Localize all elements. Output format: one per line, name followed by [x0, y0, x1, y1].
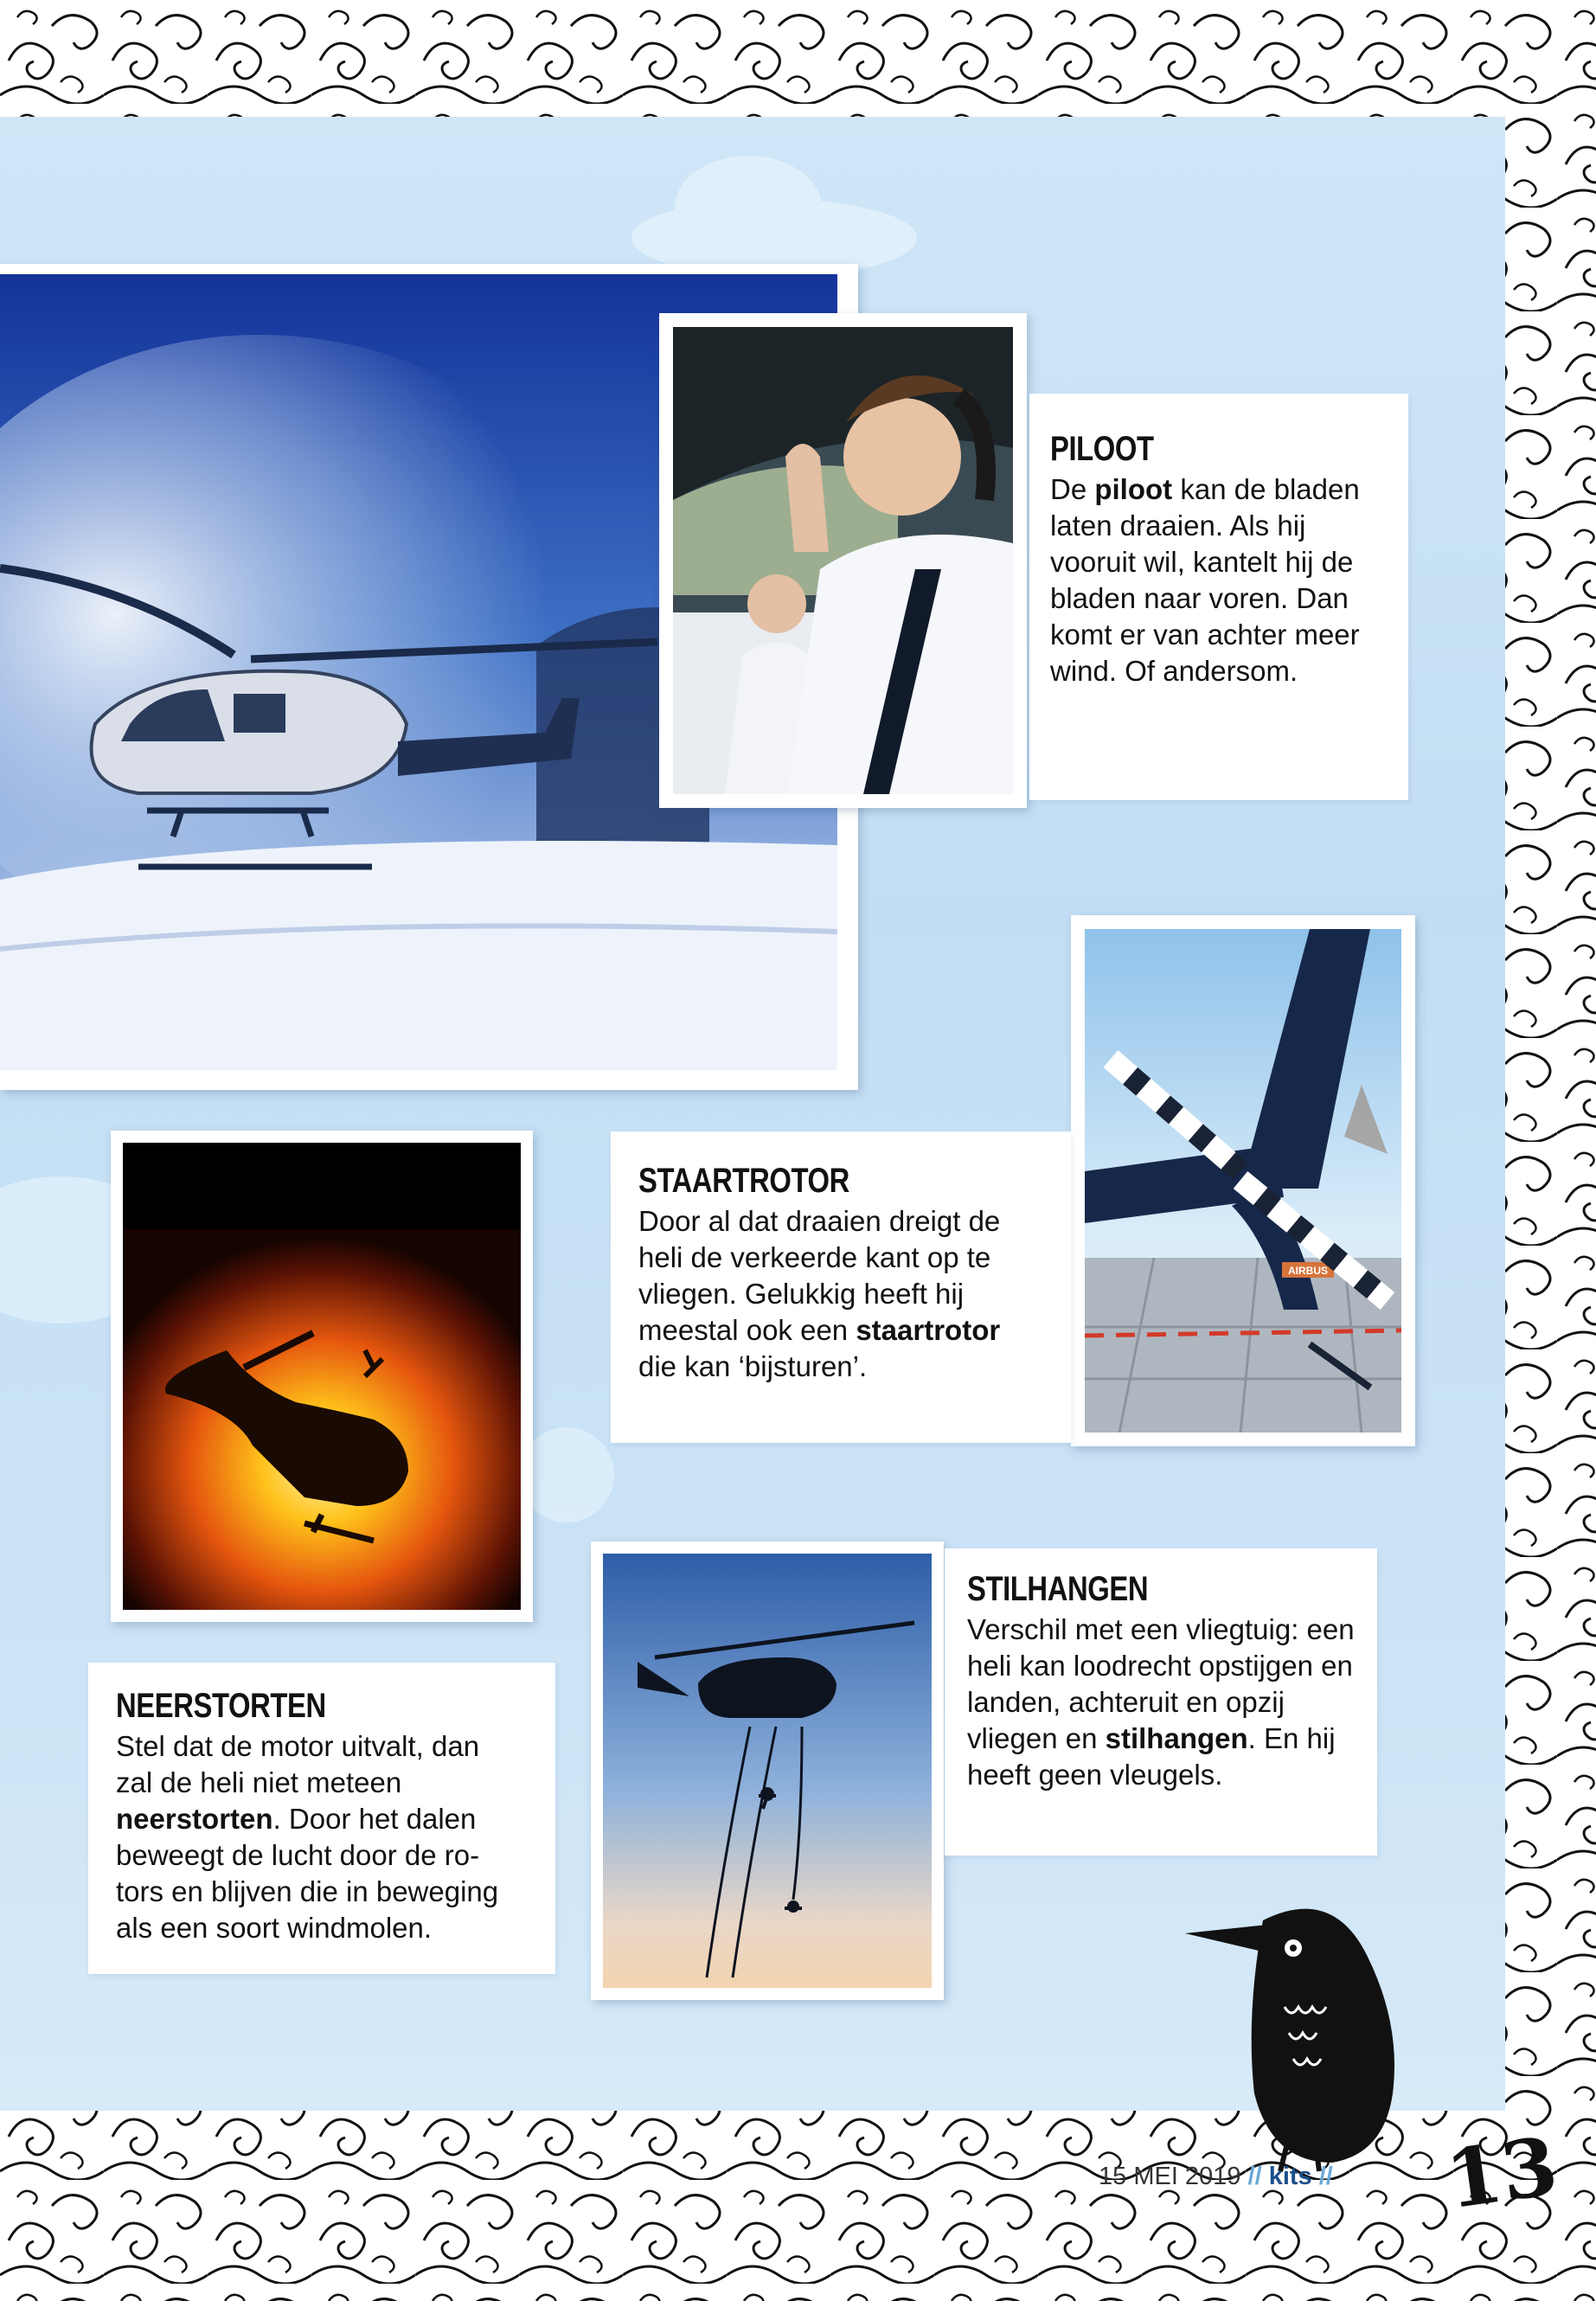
fire-helicopter-photo [123, 1143, 521, 1610]
piloot-title: PILOOT [1050, 430, 1154, 468]
cloud-mid [519, 1427, 614, 1522]
footer-date: 15 MEI 2019 [1099, 2163, 1241, 2190]
piloot-text: De piloot kan de bladen laten draaien. Als hij vooruit wil, kantelt hij de bladen naar voren. Dan komt er van achter meer wind. Of andersom. [1050, 473, 1360, 687]
neerstorten-box [88, 1663, 555, 1974]
staartrotor-title: STAARTROTOR [638, 1162, 849, 1200]
cloud-top-2 [675, 156, 822, 260]
stilhangen-box [945, 1548, 1377, 1856]
tail-rotor-frame [1071, 915, 1415, 1446]
stilhangen-title: STILHANGEN [967, 1570, 1149, 1608]
hovering-helicopter-frame [591, 1541, 944, 2000]
crow-illustration [1185, 1903, 1427, 2180]
neerstorten-title: NEERSTORTEN [116, 1687, 326, 1725]
pilot-photo [673, 327, 1013, 794]
page-number: 13 [1440, 2118, 1563, 2227]
footer [1099, 2163, 1333, 2191]
hovering-helicopter-photo [603, 1554, 932, 1988]
footer-separator: // [1247, 2163, 1262, 2190]
footer-separator-2: // [1318, 2163, 1333, 2190]
staartrotor-box [611, 1131, 1071, 1443]
pilot-frame [659, 313, 1027, 808]
staartrotor-text: Door al dat draaien dreigt de heli de verkeerde kant op te vliegen. Gelukkig heeft hij meestal ook een staartrotor die kan ‘bijsturen’. [638, 1205, 1001, 1382]
fire-helicopter-frame [111, 1131, 533, 1622]
piloot-box [1029, 394, 1408, 800]
tail-rotor-photo [1085, 929, 1401, 1433]
neerstorten-text: Stel dat de motor uitvalt, dan zal de heli niet meteen neerstorten. Door het dalen beweegt de lucht door de ro-tors en blijven die in beweging als een soort windmolen. [116, 1730, 499, 1944]
footer-brand: kits [1268, 2163, 1312, 2190]
tail-label: AIRBUS [1287, 1265, 1329, 1277]
stilhangen-text: Verschil met een vliegtuig: een heli kan loodrecht opstijgen en landen, achteruit en opzij vliegen en stilhangen. En hij heeft geen vleugels. [967, 1613, 1355, 1791]
